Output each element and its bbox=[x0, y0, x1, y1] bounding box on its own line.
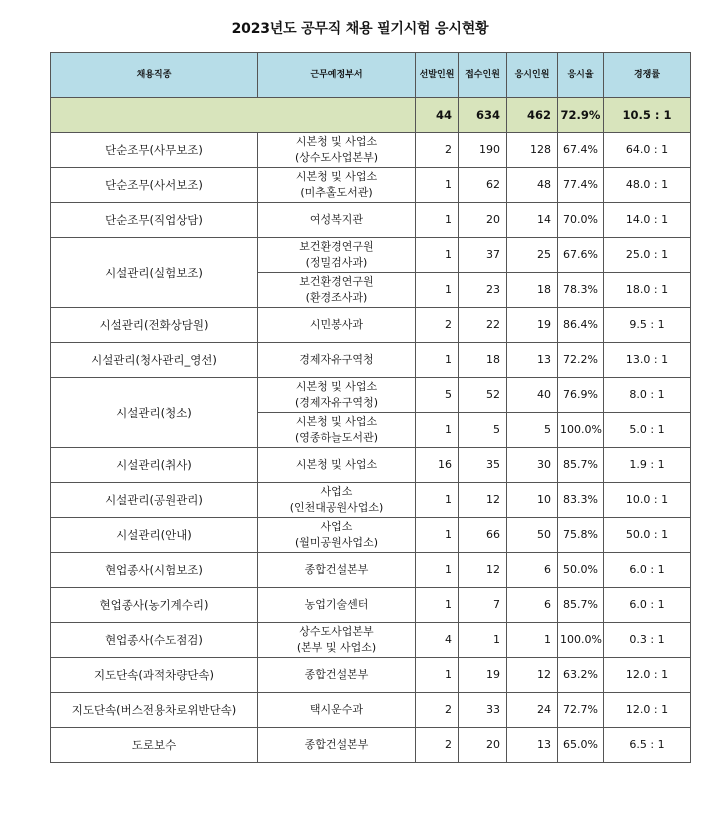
header-applied: 접수인원 bbox=[459, 53, 507, 98]
hire-cell: 2 bbox=[416, 728, 459, 763]
dept-cell bbox=[258, 273, 416, 308]
took-cell: 5 bbox=[507, 413, 558, 448]
dept-sub-line: (월미공원사업소) bbox=[295, 536, 378, 549]
table-row bbox=[51, 238, 691, 273]
total-row bbox=[51, 98, 691, 133]
dept-cell bbox=[258, 378, 416, 413]
dept-line: 시본청 및 사업소 bbox=[295, 135, 378, 148]
job-cell: 시설관리(전화상담원) bbox=[51, 308, 258, 343]
hire-cell: 1 bbox=[416, 168, 459, 203]
document-title: 2023년도 공무직 채용 필기시험 응시현황 bbox=[231, 21, 489, 37]
dept-sub-line: (정밀검사과) bbox=[305, 256, 368, 269]
dept-line: 사업소 bbox=[320, 520, 353, 533]
job-cell: 현업종사(수도점검) bbox=[51, 623, 258, 658]
job-cell: 시설관리(실험보조) bbox=[51, 238, 258, 308]
hire-cell: 5 bbox=[416, 378, 459, 413]
dept-cell: 시본청 및 사업소 bbox=[258, 448, 416, 483]
dept-cell: 택시운수과 bbox=[258, 693, 416, 728]
rate-cell: 78.3% bbox=[558, 273, 604, 308]
applied-cell: 7 bbox=[459, 588, 507, 623]
hire-cell: 1 bbox=[416, 238, 459, 273]
comp-cell: 6.0 : 1 bbox=[604, 553, 691, 588]
hire-cell: 1 bbox=[416, 273, 459, 308]
table-row bbox=[51, 133, 691, 168]
comp-cell: 12.0 : 1 bbox=[604, 658, 691, 693]
header-dept: 근무예정부서 bbox=[258, 53, 416, 98]
hire-cell: 1 bbox=[416, 203, 459, 238]
job-cell: 시설관리(안내) bbox=[51, 518, 258, 553]
applied-cell: 19 bbox=[459, 658, 507, 693]
comp-cell: 6.5 : 1 bbox=[604, 728, 691, 763]
applied-cell: 190 bbox=[459, 133, 507, 168]
job-cell: 시설관리(취사) bbox=[51, 448, 258, 483]
comp-cell: 13.0 : 1 bbox=[604, 343, 691, 378]
applied-cell: 52 bbox=[459, 378, 507, 413]
dept-cell: 농업기술센터 bbox=[258, 588, 416, 623]
applied-cell: 22 bbox=[459, 308, 507, 343]
took-cell: 13 bbox=[507, 343, 558, 378]
hire-cell: 1 bbox=[416, 343, 459, 378]
comp-cell: 0.3 : 1 bbox=[604, 623, 691, 658]
header-took: 응시인원 bbox=[507, 53, 558, 98]
dept-sub-line: (미추홀도서관) bbox=[300, 186, 373, 199]
table-row bbox=[51, 203, 691, 238]
job-cell: 시설관리(청소) bbox=[51, 378, 258, 448]
dept-cell bbox=[258, 133, 416, 168]
table-row bbox=[51, 518, 691, 553]
applied-cell: 1 bbox=[459, 623, 507, 658]
applied-cell: 66 bbox=[459, 518, 507, 553]
took-cell: 10 bbox=[507, 483, 558, 518]
took-cell: 13 bbox=[507, 728, 558, 763]
table-row bbox=[51, 343, 691, 378]
rate-cell: 100.0% bbox=[558, 623, 604, 658]
rate-cell: 76.9% bbox=[558, 378, 604, 413]
table-row bbox=[51, 728, 691, 763]
rate-cell: 86.4% bbox=[558, 308, 604, 343]
dept-cell: 종합건설본부 bbox=[258, 658, 416, 693]
applied-cell: 37 bbox=[459, 238, 507, 273]
table-row bbox=[51, 448, 691, 483]
comp-cell: 12.0 : 1 bbox=[604, 693, 691, 728]
comp-cell: 8.0 : 1 bbox=[604, 378, 691, 413]
rate-cell: 50.0% bbox=[558, 553, 604, 588]
dept-sub-line: (본부 및 사업소) bbox=[296, 641, 377, 654]
applicant-status-table bbox=[50, 52, 691, 763]
hire-cell: 2 bbox=[416, 693, 459, 728]
applied-cell: 20 bbox=[459, 203, 507, 238]
took-cell: 30 bbox=[507, 448, 558, 483]
comp-cell: 25.0 : 1 bbox=[604, 238, 691, 273]
took-cell: 24 bbox=[507, 693, 558, 728]
job-cell: 단순조무(사서보조) bbox=[51, 168, 258, 203]
hire-cell: 2 bbox=[416, 133, 459, 168]
took-cell: 48 bbox=[507, 168, 558, 203]
dept-cell: 경제자유구역청 bbox=[258, 343, 416, 378]
comp-cell: 6.0 : 1 bbox=[604, 588, 691, 623]
table-row bbox=[51, 168, 691, 203]
comp-cell: 18.0 : 1 bbox=[604, 273, 691, 308]
comp-cell: 64.0 : 1 bbox=[604, 133, 691, 168]
job-cell: 현업종사(농기계수리) bbox=[51, 588, 258, 623]
took-cell: 19 bbox=[507, 308, 558, 343]
dept-line: 사업소 bbox=[320, 485, 353, 498]
dept-sub-line: (영종하늘도서관) bbox=[295, 431, 378, 444]
rate-cell: 67.4% bbox=[558, 133, 604, 168]
applied-cell: 35 bbox=[459, 448, 507, 483]
table-row bbox=[51, 623, 691, 658]
rate-cell: 72.7% bbox=[558, 693, 604, 728]
header-comp: 경쟁률 bbox=[604, 53, 691, 98]
total-rate: 72.9% bbox=[558, 98, 604, 133]
hire-cell: 4 bbox=[416, 623, 459, 658]
rate-cell: 67.6% bbox=[558, 238, 604, 273]
rate-cell: 85.7% bbox=[558, 448, 604, 483]
hire-cell: 1 bbox=[416, 553, 459, 588]
comp-cell: 14.0 : 1 bbox=[604, 203, 691, 238]
rate-cell: 75.8% bbox=[558, 518, 604, 553]
applied-cell: 12 bbox=[459, 553, 507, 588]
rate-cell: 83.3% bbox=[558, 483, 604, 518]
dept-line: 보건환경연구원 bbox=[299, 275, 374, 288]
took-cell: 128 bbox=[507, 133, 558, 168]
took-cell: 25 bbox=[507, 238, 558, 273]
header-rate: 응시율 bbox=[558, 53, 604, 98]
table-header-row bbox=[51, 53, 691, 98]
took-cell: 1 bbox=[507, 623, 558, 658]
dept-line: 보건환경연구원 bbox=[299, 240, 374, 253]
total-hire: 44 bbox=[416, 98, 459, 133]
dept-sub-line: (환경조사과) bbox=[305, 291, 368, 304]
dept-sub-line: (경제자유구역청) bbox=[295, 396, 378, 409]
hire-cell: 1 bbox=[416, 588, 459, 623]
took-cell: 14 bbox=[507, 203, 558, 238]
took-cell: 50 bbox=[507, 518, 558, 553]
rate-cell: 63.2% bbox=[558, 658, 604, 693]
dept-sub-line: (상수도사업본부) bbox=[295, 151, 378, 164]
header-job: 채용직종 bbox=[51, 53, 258, 98]
table-row bbox=[51, 553, 691, 588]
applied-cell: 12 bbox=[459, 483, 507, 518]
took-cell: 12 bbox=[507, 658, 558, 693]
table-row bbox=[51, 378, 691, 413]
dept-cell bbox=[258, 483, 416, 518]
job-cell: 시설관리(공원관리) bbox=[51, 483, 258, 518]
job-cell: 단순조무(사무보조) bbox=[51, 133, 258, 168]
header-hire: 선발인원 bbox=[416, 53, 459, 98]
dept-cell bbox=[258, 413, 416, 448]
rate-cell: 77.4% bbox=[558, 168, 604, 203]
table-row bbox=[51, 308, 691, 343]
applied-cell: 5 bbox=[459, 413, 507, 448]
comp-cell: 9.5 : 1 bbox=[604, 308, 691, 343]
dept-sub-line: (인천대공원사업소) bbox=[289, 501, 384, 514]
applied-cell: 62 bbox=[459, 168, 507, 203]
rate-cell: 100.0% bbox=[558, 413, 604, 448]
table-row bbox=[51, 693, 691, 728]
dept-cell: 종합건설본부 bbox=[258, 728, 416, 763]
hire-cell: 16 bbox=[416, 448, 459, 483]
table-row bbox=[51, 483, 691, 518]
comp-cell: 5.0 : 1 bbox=[604, 413, 691, 448]
job-cell: 시설관리(청사관리_영선) bbox=[51, 343, 258, 378]
total-comp: 10.5 : 1 bbox=[604, 98, 691, 133]
job-cell: 지도단속(버스전용차로위반단속) bbox=[51, 693, 258, 728]
job-cell: 도로보수 bbox=[51, 728, 258, 763]
comp-cell: 48.0 : 1 bbox=[604, 168, 691, 203]
rate-cell: 70.0% bbox=[558, 203, 604, 238]
applied-cell: 33 bbox=[459, 693, 507, 728]
rate-cell: 72.2% bbox=[558, 343, 604, 378]
total-applied: 634 bbox=[459, 98, 507, 133]
table-row bbox=[51, 588, 691, 623]
dept-cell bbox=[258, 623, 416, 658]
took-cell: 6 bbox=[507, 553, 558, 588]
dept-cell bbox=[258, 238, 416, 273]
rate-cell: 85.7% bbox=[558, 588, 604, 623]
hire-cell: 1 bbox=[416, 658, 459, 693]
hire-cell: 1 bbox=[416, 483, 459, 518]
hire-cell: 1 bbox=[416, 518, 459, 553]
applied-cell: 20 bbox=[459, 728, 507, 763]
comp-cell: 10.0 : 1 bbox=[604, 483, 691, 518]
table-row bbox=[51, 658, 691, 693]
dept-cell: 종합건설본부 bbox=[258, 553, 416, 588]
applied-cell: 18 bbox=[459, 343, 507, 378]
took-cell: 6 bbox=[507, 588, 558, 623]
took-cell: 40 bbox=[507, 378, 558, 413]
dept-cell bbox=[258, 518, 416, 553]
total-took: 462 bbox=[507, 98, 558, 133]
dept-cell: 여성복지관 bbox=[258, 203, 416, 238]
applied-cell: 23 bbox=[459, 273, 507, 308]
comp-cell: 50.0 : 1 bbox=[604, 518, 691, 553]
total-label-cell bbox=[51, 98, 416, 133]
dept-line: 시본청 및 사업소 bbox=[295, 380, 378, 393]
hire-cell: 1 bbox=[416, 413, 459, 448]
took-cell: 18 bbox=[507, 273, 558, 308]
dept-line: 시본청 및 사업소 bbox=[295, 415, 378, 428]
dept-line: 시본청 및 사업소 bbox=[295, 170, 378, 183]
job-cell: 지도단속(과적차량단속) bbox=[51, 658, 258, 693]
rate-cell: 65.0% bbox=[558, 728, 604, 763]
hire-cell: 2 bbox=[416, 308, 459, 343]
job-cell: 현업종사(시험보조) bbox=[51, 553, 258, 588]
job-cell: 단순조무(직업상담) bbox=[51, 203, 258, 238]
dept-line: 상수도사업본부 bbox=[299, 625, 374, 638]
dept-cell bbox=[258, 168, 416, 203]
dept-cell: 시민봉사과 bbox=[258, 308, 416, 343]
comp-cell: 1.9 : 1 bbox=[604, 448, 691, 483]
